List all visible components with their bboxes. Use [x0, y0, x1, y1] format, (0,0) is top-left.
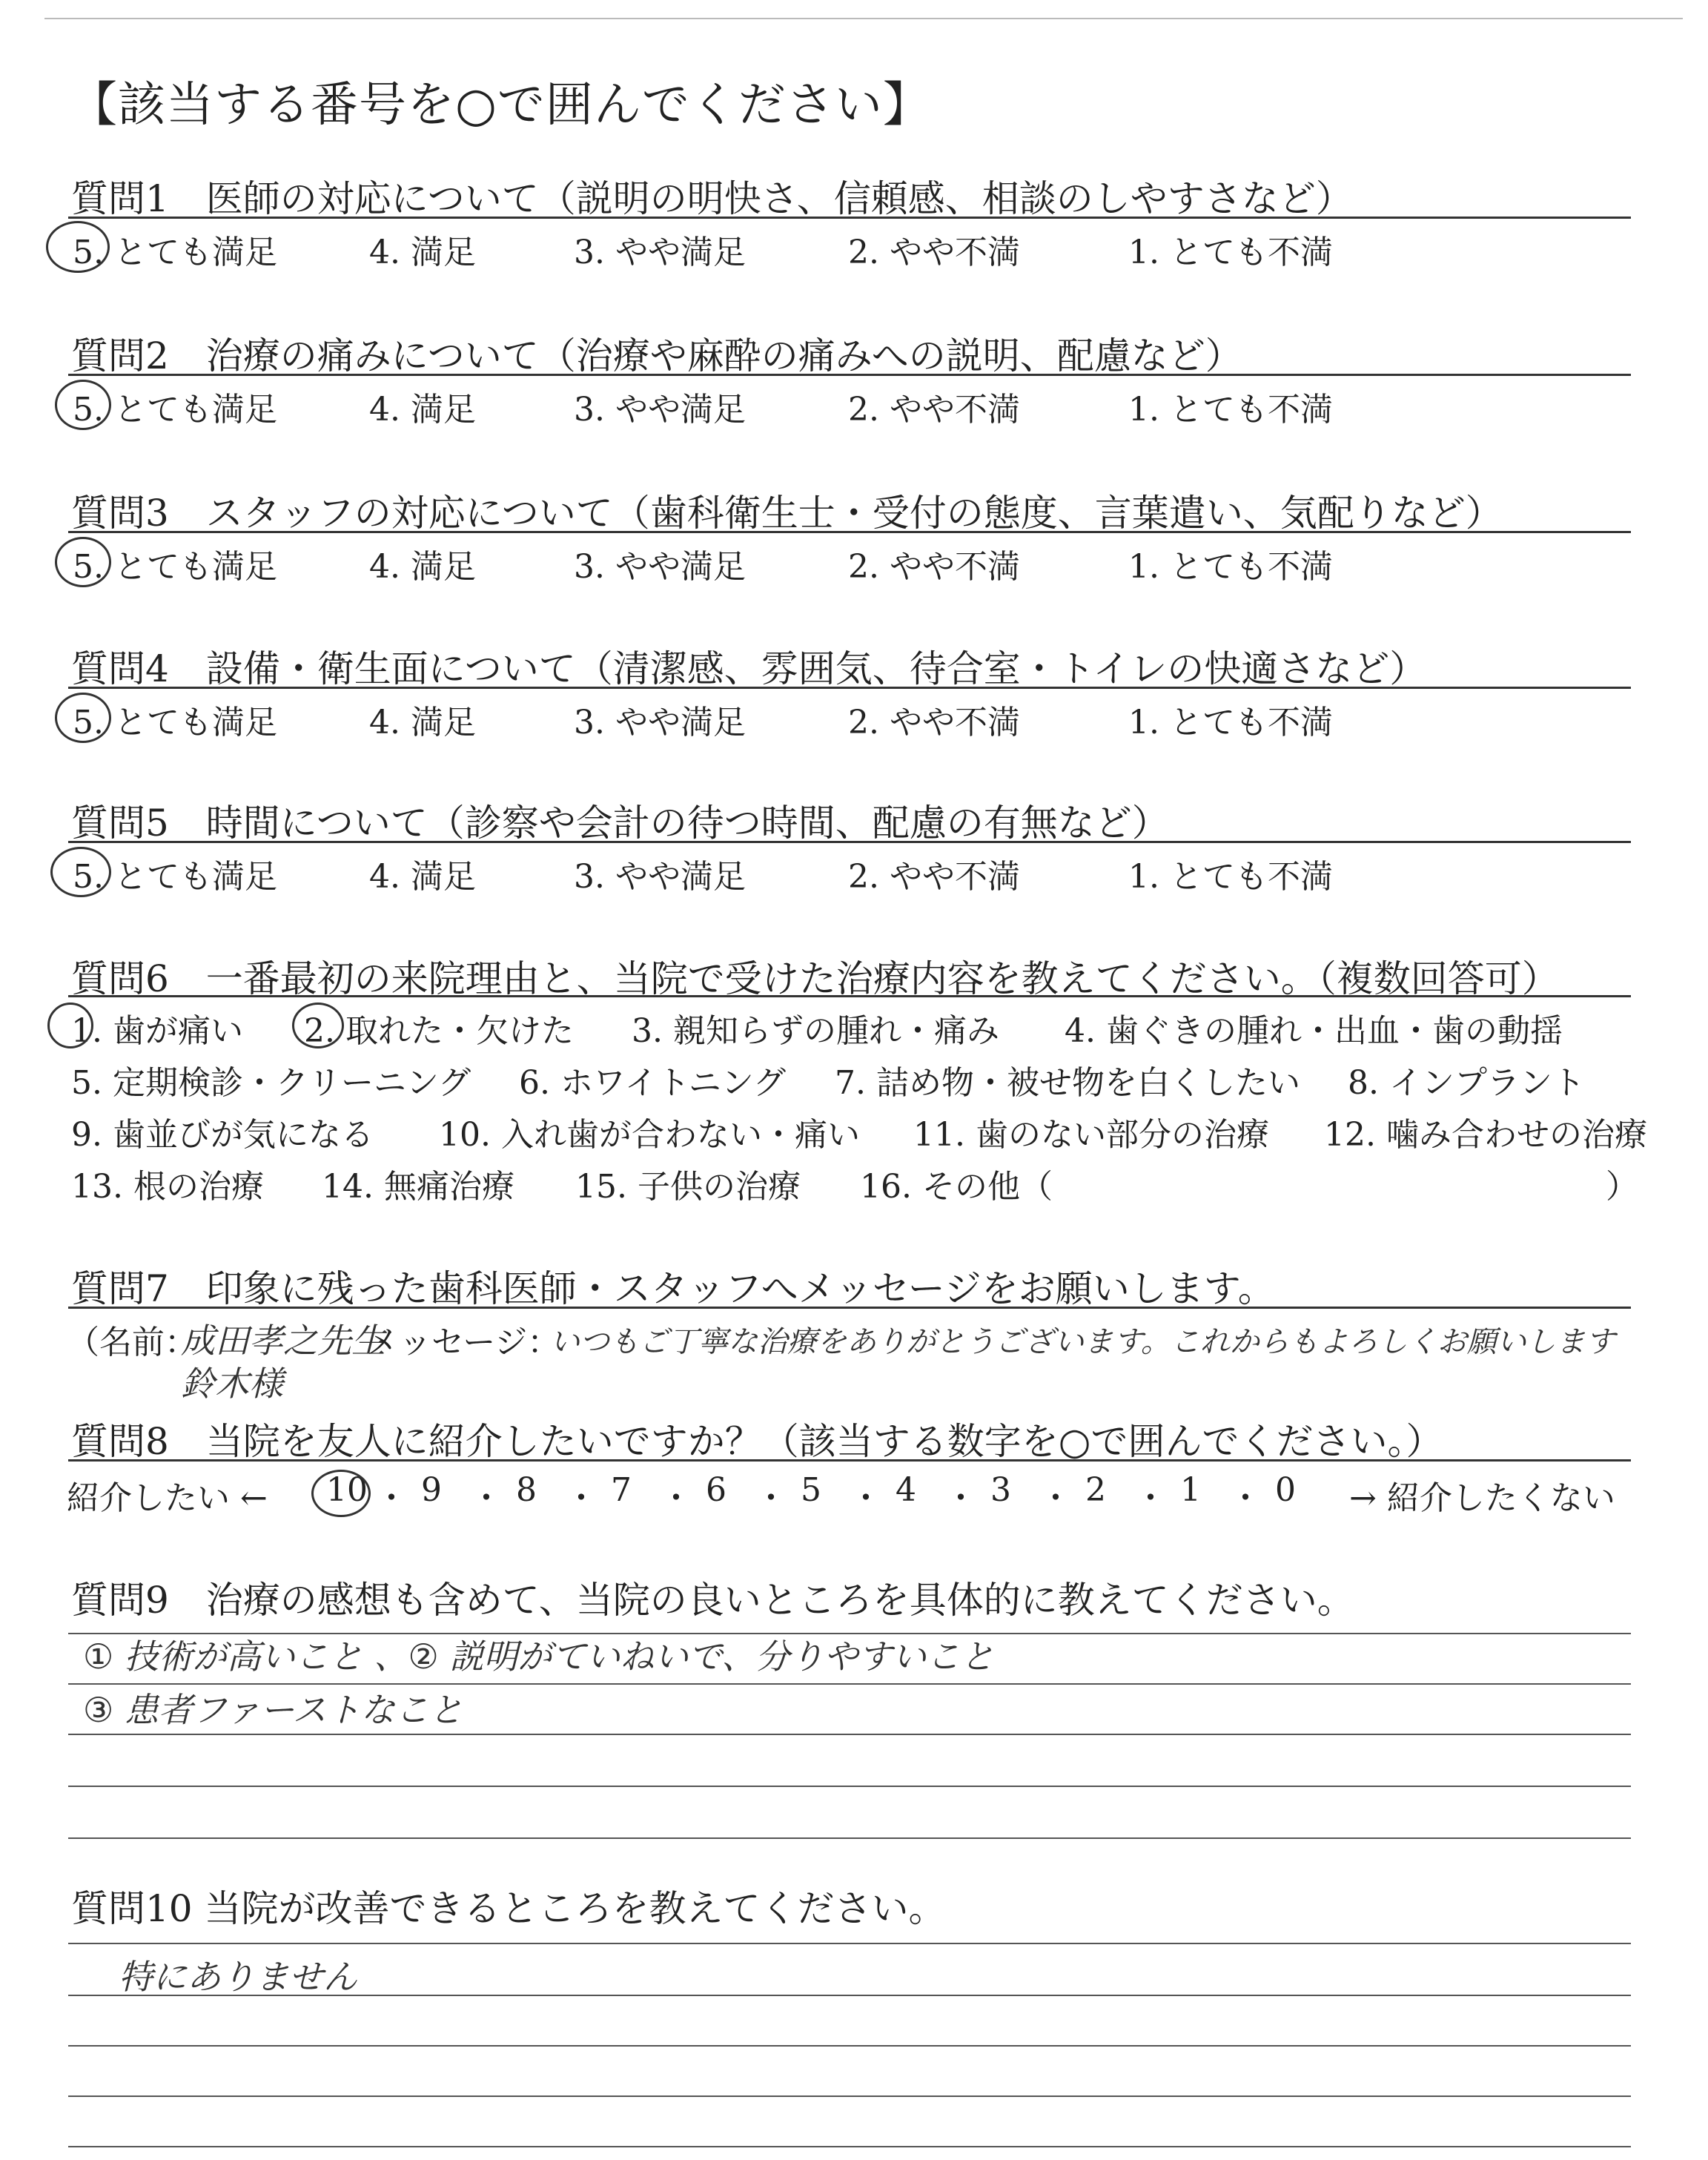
q3-option-1[interactable]: 1. とても不満 — [1128, 548, 1333, 586]
q6-option-7[interactable]: 7. 詰め物・被せ物を白くしたい — [835, 1064, 1300, 1102]
q9-write-line-2 — [68, 1683, 1631, 1685]
question-7-label: 質問7 印象に残った歯科医師・スタッフへメッセージをお願いします。 — [71, 1267, 1275, 1310]
q8-scale-value-0[interactable]: 0 — [1275, 1471, 1296, 1509]
q8-scale-separator: ・ — [1134, 1479, 1167, 1517]
q8-scale-separator: ・ — [660, 1479, 692, 1517]
q8-scale-value-7[interactable]: 7 — [611, 1471, 632, 1509]
question-6-label: 質問6 一番最初の来院理由と、当院で受けた治療内容を教えてください。（複数回答可） — [71, 957, 1559, 1000]
q4-option-2[interactable]: 2. やや不満 — [848, 704, 1020, 742]
q5-option-5[interactable]: 5. とても満足 — [73, 858, 277, 896]
q3-option-3[interactable]: 3. やや満足 — [574, 548, 746, 586]
q10-write-line-5 — [68, 2146, 1631, 2147]
q9-answer-line-2[interactable]: ③ 患者ファーストなこと — [83, 1690, 463, 1730]
q4-option-4[interactable]: 4. 満足 — [369, 704, 476, 742]
q7-message-handwritten[interactable]: いつもご丁寧な治療をありがとうございます。これからもよろしくお願いします — [550, 1325, 1615, 1359]
q6-option-14[interactable]: 14. 無痛治療 — [322, 1168, 514, 1206]
q3-option-4[interactable]: 4. 満足 — [369, 548, 476, 586]
q8-scale-separator: ・ — [565, 1479, 598, 1517]
q4-option-1[interactable]: 1. とても不満 — [1128, 704, 1333, 742]
q6-option-9[interactable]: 9. 歯並びが気になる — [71, 1116, 374, 1154]
q1-option-4[interactable]: 4. 満足 — [369, 234, 476, 271]
q10-write-line-3 — [68, 2045, 1631, 2047]
q8-scale-separator: ・ — [755, 1479, 787, 1517]
q10-write-line-1 — [68, 1943, 1631, 1944]
question-3-rule — [68, 531, 1631, 533]
q5-option-1[interactable]: 1. とても不満 — [1128, 858, 1333, 896]
question-3-label: 質問3 スタッフの対応について（歯科衛生士・受付の態度、言葉遣い、気配りなど） — [71, 492, 1503, 535]
q6-selection-circle-1 — [47, 1003, 93, 1048]
q2-option-5[interactable]: 5. とても満足 — [73, 391, 277, 429]
q5-option-3[interactable]: 3. やや満足 — [574, 858, 746, 896]
q8-right-label: → 紹介したくない — [1349, 1479, 1615, 1517]
q8-scale-separator: ・ — [375, 1479, 408, 1517]
q8-scale-value-9[interactable]: 9 — [421, 1471, 442, 1509]
q8-scale-value-2[interactable]: 2 — [1085, 1471, 1106, 1509]
q8-scale-separator: ・ — [850, 1479, 882, 1517]
question-9-label: 質問9 治療の感想も含めて、当院の良いところを具体的に教えてください。 — [71, 1579, 1354, 1622]
q6-option-8[interactable]: 8. インプラント — [1348, 1064, 1585, 1102]
q4-selection-circle — [55, 693, 111, 743]
q9-write-line-1 — [68, 1633, 1631, 1634]
question-8-rule — [68, 1459, 1631, 1462]
q9-write-line-5 — [68, 1837, 1631, 1839]
q8-scale-separator: ・ — [944, 1479, 977, 1517]
q3-option-2[interactable]: 2. やや不満 — [848, 548, 1020, 586]
q8-scale-separator: ・ — [470, 1479, 503, 1517]
q9-write-line-4 — [68, 1786, 1631, 1787]
q8-selection-circle — [311, 1470, 371, 1517]
q2-option-4[interactable]: 4. 満足 — [369, 391, 476, 429]
q6-other-close-paren: ） — [1606, 1168, 1638, 1206]
q2-option-1[interactable]: 1. とても不満 — [1128, 391, 1333, 429]
q1-option-2[interactable]: 2. やや不満 — [848, 234, 1020, 271]
q6-option-11[interactable]: 11. 歯のない部分の治療 — [913, 1116, 1269, 1154]
q6-option-6[interactable]: 6. ホワイトニング — [519, 1064, 787, 1102]
q1-option-3[interactable]: 3. やや満足 — [574, 234, 746, 271]
q8-scale-value-1[interactable]: 1 — [1180, 1471, 1201, 1509]
q3-selection-circle — [55, 537, 111, 587]
question-5-label: 質問5 時間について（診察や会計の待つ時間、配慮の有無など） — [71, 802, 1169, 845]
q6-option-16[interactable]: 16. その他（ — [860, 1168, 1053, 1206]
q10-write-line-4 — [68, 2095, 1631, 2097]
q8-scale-value-8[interactable]: 8 — [516, 1471, 537, 1509]
q2-option-2[interactable]: 2. やや不満 — [848, 391, 1020, 429]
q6-option-12[interactable]: 12. 噛み合わせの治療 — [1324, 1116, 1647, 1154]
q6-option-2[interactable]: 2. 取れた・欠けた — [304, 1012, 574, 1050]
q8-scale-separator: ・ — [1229, 1479, 1262, 1517]
q8-scale-value-10[interactable]: 10 — [326, 1471, 368, 1509]
question-4-label: 質問4 設備・衛生面について（清潔感、雰囲気、待合室・トイレの快適さなど） — [71, 647, 1427, 690]
q6-option-5[interactable]: 5. 定期検診・クリーニング — [71, 1064, 471, 1102]
q8-scale-value-6[interactable]: 6 — [706, 1471, 726, 1509]
question-6-rule — [68, 995, 1631, 997]
q9-answer-line-1[interactable]: ① 技術が高いこと 、② 説明がていねいで、分りやすいこと — [83, 1636, 995, 1677]
q6-option-3[interactable]: 3. 親知らずの腫れ・痛み — [632, 1012, 999, 1050]
q8-scale-value-3[interactable]: 3 — [990, 1471, 1011, 1509]
question-1-rule — [68, 217, 1631, 219]
question-2-label: 質問2 治療の痛みについて（治療や麻酔の痛みへの説明、配慮など） — [71, 334, 1242, 377]
q1-option-1[interactable]: 1. とても不満 — [1128, 234, 1333, 271]
q6-option-13[interactable]: 13. 根の治療 — [71, 1168, 264, 1206]
question-7-rule — [68, 1307, 1631, 1309]
q5-selection-circle — [50, 847, 111, 897]
q6-option-15[interactable]: 15. 子供の治療 — [575, 1168, 801, 1206]
question-8-label: 質問8 当院を友人に紹介したいですか？（該当する数字を○で囲んでください。） — [71, 1420, 1443, 1463]
q6-option-1[interactable]: 1. 歯が痛い — [71, 1012, 243, 1050]
question-10-label: 質問10 当院が改善できるところを教えてください。 — [71, 1887, 946, 1930]
q5-option-4[interactable]: 4. 満足 — [369, 858, 476, 896]
q2-option-3[interactable]: 3. やや満足 — [574, 391, 746, 429]
q6-selection-circle-2 — [292, 1003, 344, 1048]
q5-option-2[interactable]: 2. やや不満 — [848, 858, 1020, 896]
q1-option-5[interactable]: 5. とても満足 — [73, 234, 277, 271]
q3-option-5[interactable]: 5. とても満足 — [73, 548, 277, 586]
question-4-rule — [68, 687, 1631, 689]
q7-message-label: メッセージ： — [366, 1324, 560, 1361]
q1-selection-circle — [46, 221, 110, 273]
question-1-label: 質問1 医師の対応について（説明の明快さ、信頼感、相談のしやすさなど） — [71, 177, 1353, 220]
q8-scale-value-5[interactable]: 5 — [801, 1471, 821, 1509]
q2-selection-circle — [55, 380, 111, 430]
q4-option-5[interactable]: 5. とても満足 — [73, 704, 277, 742]
q7-name-handwritten[interactable]: 成田孝之先生 — [181, 1321, 385, 1361]
q8-scale-value-4[interactable]: 4 — [896, 1471, 916, 1509]
q7-name-label: （名前： — [67, 1324, 197, 1361]
q6-option-4[interactable]: 4. 歯ぐきの腫れ・出血・歯の動揺 — [1065, 1012, 1563, 1050]
q8-scale-separator: ・ — [1039, 1479, 1072, 1517]
question-5-rule — [68, 841, 1631, 843]
q10-answer[interactable]: 特にありません — [119, 1957, 357, 1997]
q4-option-3[interactable]: 3. やや満足 — [574, 704, 746, 742]
q10-write-line-2 — [68, 1995, 1631, 1996]
top-edge-line — [44, 18, 1683, 19]
q9-write-line-3 — [68, 1734, 1631, 1735]
q7-name-handwritten-2[interactable]: 鈴木様 — [181, 1364, 283, 1404]
q6-option-10[interactable]: 10. 入れ歯が合わない・痛い — [439, 1116, 860, 1154]
question-2-rule — [68, 374, 1631, 376]
page-title: 【該当する番号を○で囲んでください】 — [70, 78, 931, 133]
q8-left-label: 紹介したい ← — [67, 1479, 268, 1517]
